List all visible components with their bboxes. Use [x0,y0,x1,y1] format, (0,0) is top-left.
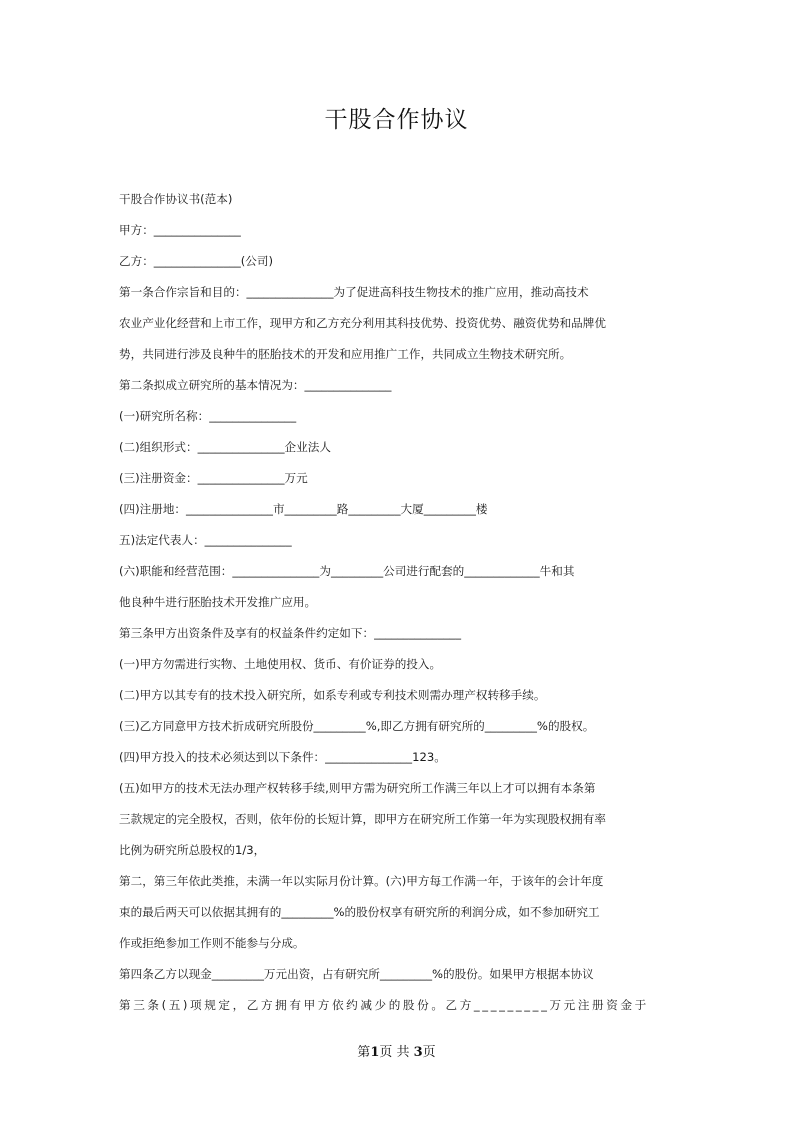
footer-prefix: 第 [357,1045,371,1060]
paragraph-line: 乙方：_______________(公司) [119,254,273,268]
paragraph-line: (三)注册资金：_______________万元 [119,471,308,485]
paragraph-line: (二)甲方以其专有的技术投入研究所，如系专利或专利技术则需办理产权转移手续。 [119,688,546,702]
paragraph-line: 作或拒绝参加工作则不能参与分成。 [119,936,305,950]
paragraph-line: 第二，第三年依此类推，未满一年以实际月份计算。(六)甲方每工作满一年，于该年的会计年度 [119,874,604,888]
paragraph-line: 三款规定的完全股权，否则，依年份的长短计算，即甲方在研究所工作第一年为实现股权拥有率 [119,812,606,826]
paragraph-line: 第三条(五)项规定，乙方拥有甲方依约减少的股份。乙方_________万元注册资金于 [119,998,649,1012]
paragraph-line: (一)甲方勿需进行实物、土地使用权、货币、有价证券的投入。 [119,657,442,671]
paragraph-line: 农业产业化经营和上市工作，现甲方和乙方充分利用其科技优势、投资优势、融资优势和品牌优 [119,316,606,330]
paragraph-line: (五)如甲方的技术无法办理产权转移手续,则甲方需为研究所工作满三年以上才可以拥有本条第 [119,781,596,795]
paragraph-line: 势，共同进行涉及良种牛的胚胎技术的开发和应用推广工作，共同成立生物技术研究所。 [119,347,572,361]
paragraph-line: 束的最后两天可以依据其拥有的_________%的股份权享有研究所的利润分成，如不参加研究工 [119,905,600,919]
paragraph-line: 他良种牛进行胚胎技术开发推广应用。 [119,595,317,609]
paragraph-line: 干股合作协议书(范本) [119,192,233,206]
footer-suffix: 页 [422,1045,436,1060]
paragraph-line: (四)注册地：_______________市_________路_________大厦_________楼 [119,502,488,516]
paragraph-line: (一)研究所名称：_______________ [119,409,297,423]
paragraph-line: 第三条甲方出资条件及享有的权益条件约定如下：_______________ [119,626,462,640]
paragraph-line: (四)甲方投入的技术必须达到以下条件：_______________123。 [119,750,446,764]
footer-middle: 页 共 [379,1045,414,1060]
paragraph-line: (六)职能和经营范围：_______________为_________公司进行配套的_____________牛和其 [119,564,575,578]
paragraph-line: (二)组织形式：_______________企业法人 [119,440,331,454]
page-footer [0,1041,793,1060]
paragraph-line: 第二条拟成立研究所的基本情况为：_______________ [119,378,392,392]
paragraph-line: (三)乙方同意甲方技术折成研究所股份_________%,即乙方拥有研究所的_________%的股权。 [119,719,595,733]
paragraph-line: 第一条合作宗旨和目的：_______________为了促进高科技生物技术的推广应用，推动高技术 [119,285,589,299]
document-title: 干股合作协议 [324,107,469,133]
footer-total-pages: 3 [413,1045,423,1060]
paragraph-line: 甲方：_______________ [119,223,241,237]
paragraph-line: 五)法定代表人：_______________ [119,533,292,547]
paragraph-line: 第四条乙方以现金_________万元出资，占有研究所_________%的股份。如果甲方根据本协议 [119,967,594,981]
document-body [119,184,675,1021]
footer-page-number: 1 [370,1045,380,1060]
paragraph-line: 比例为研究所总股权的1/3， [119,843,266,857]
